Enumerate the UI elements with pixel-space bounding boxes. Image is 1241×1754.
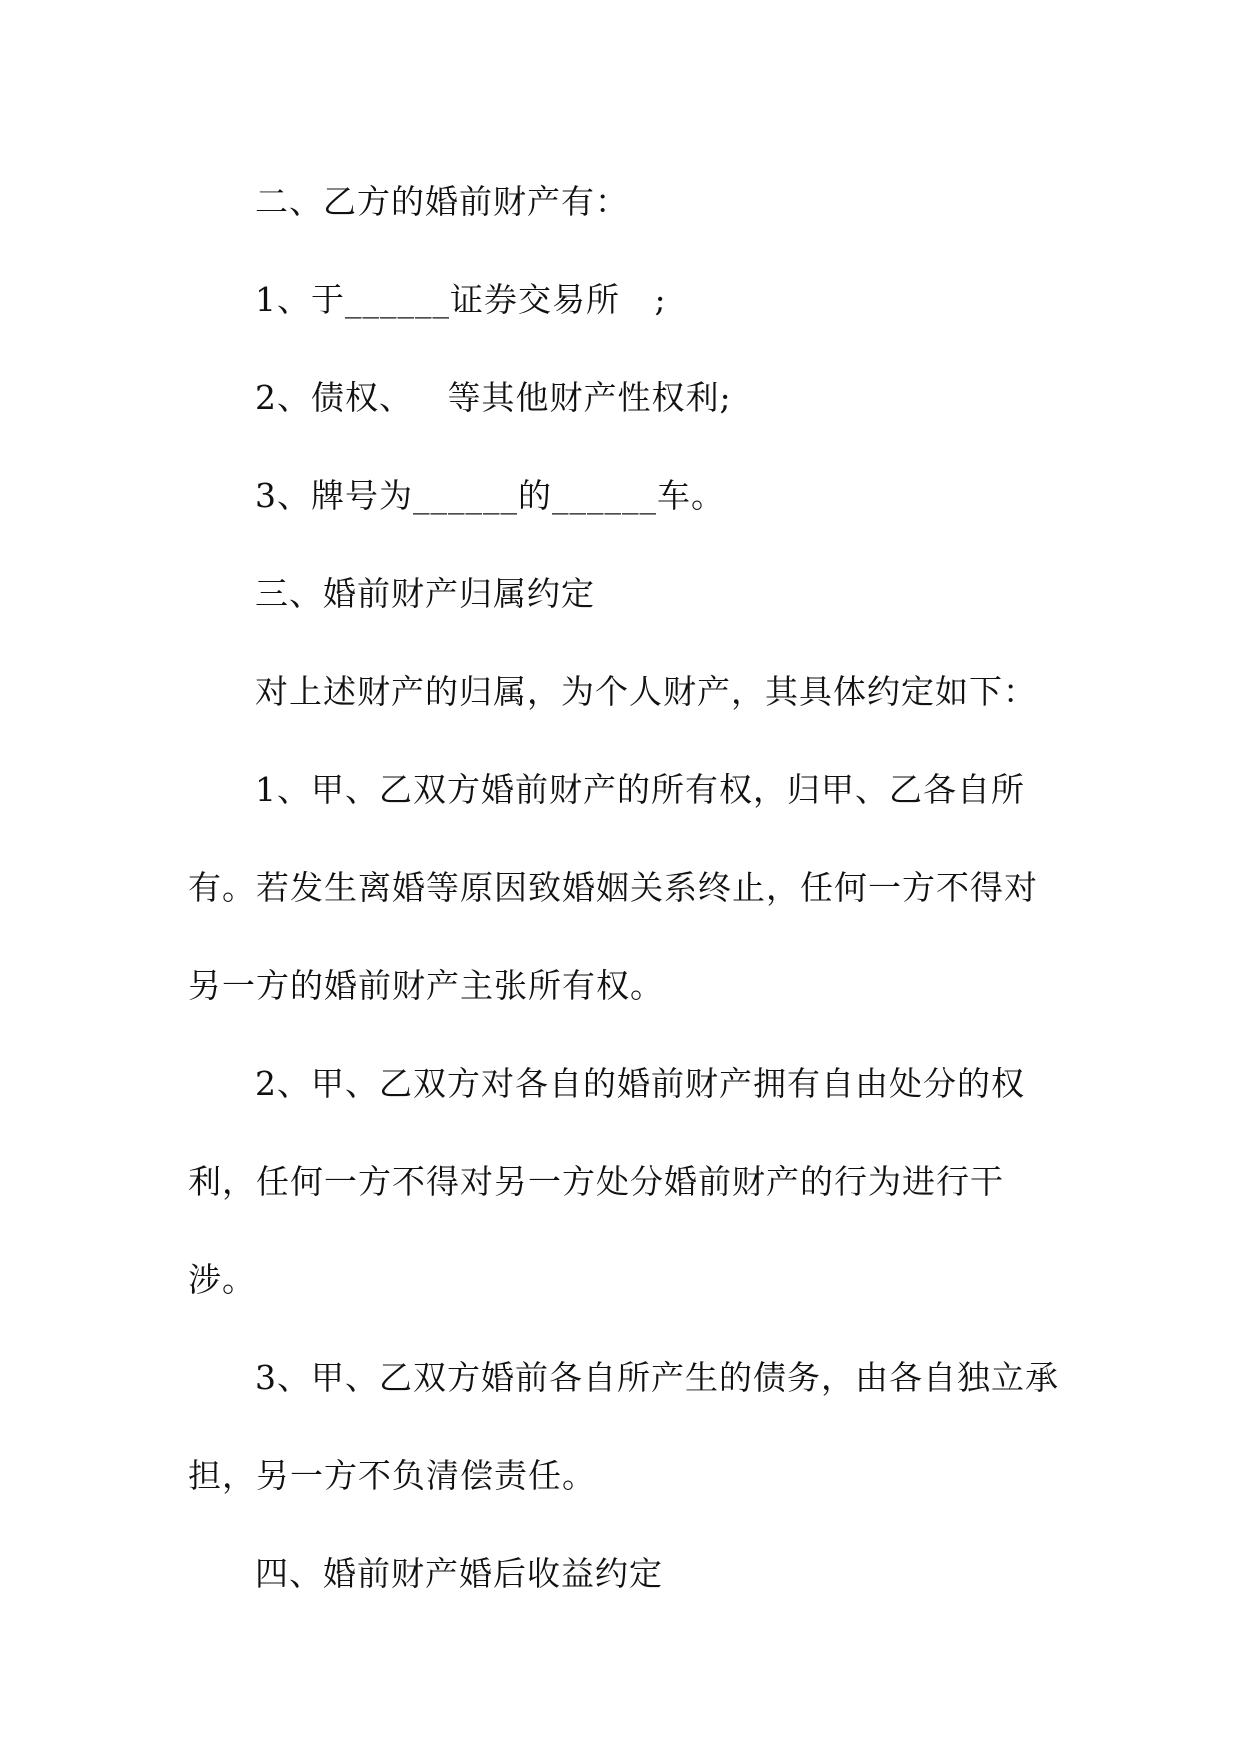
paragraph-line: 利，任何一方不得对另一方处分婚前财产的行为进行干 bbox=[188, 1162, 1004, 1201]
paragraph-line: 2、甲、乙双方对各自的婚前财产拥有自由处分的权 bbox=[255, 1064, 1025, 1103]
paragraph-line: 3、甲、乙双方婚前各自所产生的债务，由各自独立承 bbox=[255, 1358, 1059, 1397]
list-item-creditor-rights: 2、债权、 等其他财产性权利; bbox=[255, 378, 732, 417]
section-heading-2: 二、乙方的婚前财产有： bbox=[255, 182, 629, 221]
list-item-vehicle: 3、牌号为______的______车。 bbox=[255, 476, 725, 515]
paragraph-intro: 对上述财产的归属，为个人财产，其具体约定如下： bbox=[255, 672, 1037, 711]
paragraph-line: 1、甲、乙双方婚前财产的所有权，归甲、乙各自所 bbox=[255, 770, 1025, 809]
paragraph-line: 担，另一方不负清偿责任。 bbox=[188, 1456, 596, 1495]
paragraph-line: 有。若发生离婚等原因致婚姻关系终止，任何一方不得对 bbox=[188, 868, 1038, 907]
section-heading-4: 四、婚前财产婚后收益约定 bbox=[255, 1554, 663, 1593]
paragraph-line: 涉。 bbox=[188, 1260, 256, 1299]
paragraph-line: 另一方的婚前财产主张所有权。 bbox=[188, 966, 664, 1005]
list-item-stock-exchange: 1、于______证券交易所 ; bbox=[255, 280, 667, 319]
section-heading-3: 三、婚前财产归属约定 bbox=[255, 574, 595, 613]
